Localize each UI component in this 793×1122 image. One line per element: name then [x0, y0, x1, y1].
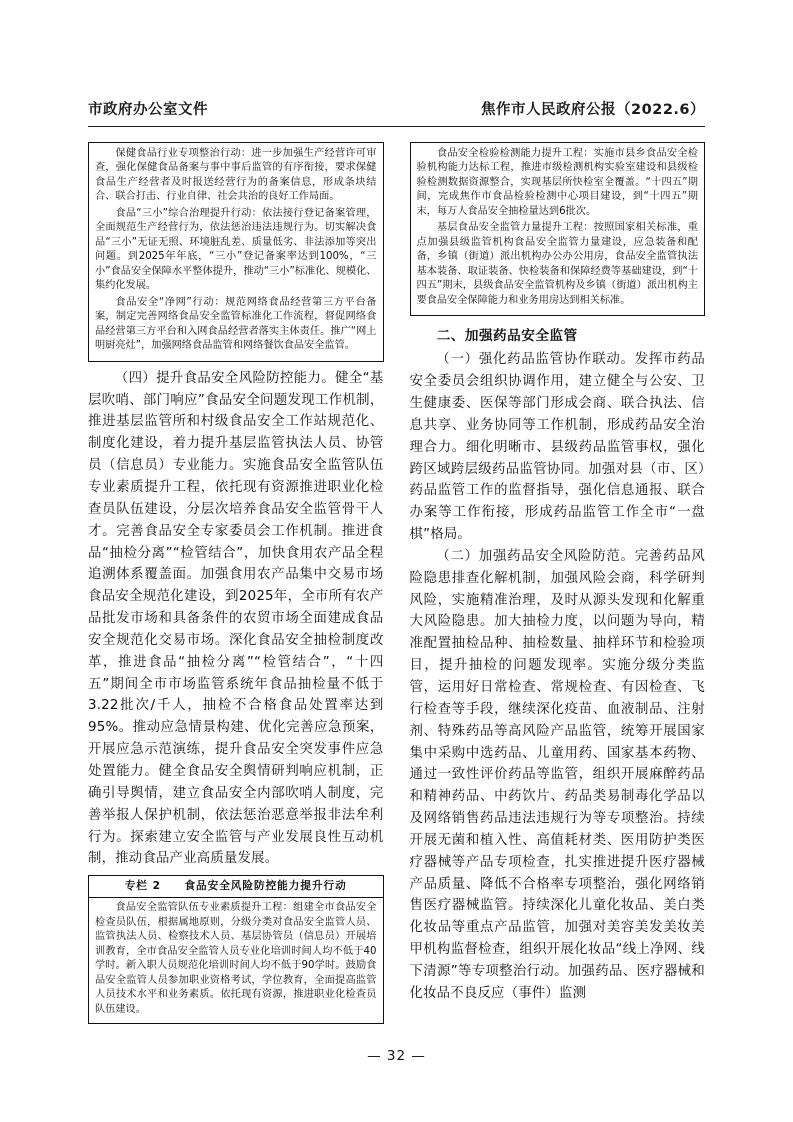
callout-box-title: [89, 876, 383, 898]
two-column-layout: [88, 142, 705, 1015]
page-header: [88, 98, 705, 119]
paragraph-food-risk-control: （四）提升食品安全风险防控能力。健全“基层吹哨、部门响应”食品安全问题发现工作机制，推进基层监管所和村级食品安全工作站规范化、制度化建设，着力提升基层监管执法人员、协管员（信息员）专业能力。实施食品安全监管队伍专业素质提升工程，依托现有资源推进职业化检查员队伍建设，分层次培养食品安全监管骨干人才。完善食品安全专家委员会工作机制。推进食品“抽检分离”“检管结合”，加快食用农产品全程追溯体系覆盖面。加强食用农产品集中交易市场食品安全规范化建设，到2025年，全市所有农产品批发市场和具备条件的农贸市场全面建成食品安全规范化交易市场。深化食品安全抽检制度改革，推进食品“抽检分离”“检管结合”，“十四五”期间全市市场监管系统年食品抽检量不低于3.22批次/千人，抽检不合格食品处置率达到95%。推动应急情景构建、优化完善应急预案，开展应急示范演练，提升食品安全突发事件应急处置能力。健全食品安全舆情研判响应机制，正确引导舆情，建立食品安全内部吹哨人制度，完善举报人保护机制，依法惩治恶意举报非法牟利行为。探索建立安全监管与产业发展良性互动机制，推动食品产业高质量发展。: [88, 370, 384, 867]
callout-box-title-text: 食品安全风险防控能力提升行动: [184, 880, 347, 893]
paragraph-drug-risk-prevention: （二）加强药品安全风险防范。完善药品风险隐患排查化解机制，加强风险会商，科学研判风险，实施精准治理，及时从源头发现和化解重大风险隐患。加大抽检力度，以问题为导向，精准配置抽检品种、抽检数量、抽样环节和检验项目，提升抽检的问题发现率。实施分级分类监管，运用好日常检查、常规检查、有因检查、飞行检查等手段，继续深化疫苗、血液制品、注射剂、特殊药品等高风险产品监管，统筹开展国家集中采购中选药品、儿童用药、国家基本药物、通过一致性评价药品等监管，组织开展麻醉药品和精神药品、中药饮片、药品类易制毒化学品以及网络销售药品违法违规行为等专项整治。持续开展无菌和植入性、高值耗材类、医用防护类医疗器械等产品专项检查，扎实推进提升医疗器械产品质量、降低不合格率专项整治，强化网络销售医疗器械监管。持续深化儿童化妆品、美白类化妆品等重点产品监管，加强对美容美发美妆美甲机构监督检查，组织开展化妆品“线上净网、线下清源”等专项整治行动。加强药品、医疗器械和化妆品不良反应（事件）监测: [409, 548, 705, 1001]
left-column: [88, 142, 384, 1015]
paragraph-drug-coordination: （一）强化药品监管协作联动。发挥市药品安全委员会组织协调作用，建立健全与公安、卫生健康委、医保等部门形成会商、联合执法、信息共享、业务协同等工作机制，形成药品安全治理合力。细化明晰市、县级药品监管事权，强化跨区域跨层级药品监管协同。加强对县（市、区）药品监管工作的监督指导，强化信息通报、联合办案等工作衔接，形成药品监管工作全市“一盘棋”格局。: [409, 352, 705, 543]
callout-box-food-industry: [88, 142, 384, 362]
callout-box-column2: [88, 875, 384, 1024]
page-number: — 32 —: [367, 1048, 426, 1064]
callout-paragraph: 食品安全监管队伍专业素质提升工程：组建全市食品安全检查员队伍，根据属地原则，分级分类对食品安全监管人员、监管执法人员、检察技术人员、基层协管员（信息员）开展培训教育，全市食品安全监管人员专业化培训时间人均不低于40学时。新入职人员规范化培训时间人均不低于90学时。鼓励食品安全监管人员参加职业资格考试，学位教育，全面提高监管人员技术水平和业务素质。依托现有资源，推进职业化检查员队伍建设。: [95, 902, 377, 1015]
callout-paragraph: 基层食品安全监管力量提升工程：按照国家相关标准，重点加强县级监管机构食品安全监管力量建设，应急装备和配备，乡镇（街道）派出机构办公办公用房，食品安全监管执法基本装备、取证装备、快检装备和保障经费等基础建设，到“十四五”期末，县级食品安全监管机构及乡镇（街道）派出机构主要食品安全保障能力和业务用房达到相关标准。: [416, 222, 698, 306]
callout-box-testing-capacity: [410, 142, 706, 316]
header-divider: [88, 126, 705, 127]
header-right-title: 焦作市人民政府公报（2022.6）: [481, 102, 705, 118]
section-heading-drug-safety: 二、加强药品安全监管: [436, 328, 578, 345]
callout-paragraph: 食品安全“净网”行动：规范网络食品经营第三方平台备案，制定完善网络食品安全监管标准化工作流程，督促网络食品经营第三方平台和入网食品经营者落实主体责任。推广“网上明厨亮灶”，加强网络食品监管和网络餐饮食品安全监管。: [95, 296, 377, 352]
callout-paragraph: 保健食品行业专项整治行动：进一步加强生产经营许可审查，强化保健食品备案与事中事后监管的有序衔接，要求保健食品生产经营者及时报送经营行为的备案信息，形成条块结合、联合打击、行业自律、社会共治的良好工作局面。: [95, 148, 377, 203]
callout-box-title-label: 专栏 2: [124, 880, 161, 893]
callout-paragraph: 食品“三小”综合治理提升行动：依法接行登记备案管理，全面规范生产经营行为，依法惩治违法违规行为。切实解决食品“三小”无证无照、环境脏乱差、质量低劣、非法添加等突出问题。到2025年年底，“三小”登记备案率达到100%，“三小”食品安全保障水平整体提升，推动“三小”标准化、规模化、集约化发展。: [95, 207, 377, 292]
callout-paragraph: 食品安全检验检测能力提升工程：实施市县乡食品安全检验机构能力达标工程，推进市级检测机构实验室建设和县级检验检测数据资源整合，实现基层所快检室全覆盖。“十四五”期间，完成焦作市食品检验检测中心项目建设，到“十四五”期末，每万人食品安全抽检量达到6批次。: [416, 148, 698, 217]
header-left-title: 市政府办公室文件: [88, 102, 208, 118]
callout-box-body: [89, 901, 383, 1017]
right-column: [410, 142, 706, 1012]
